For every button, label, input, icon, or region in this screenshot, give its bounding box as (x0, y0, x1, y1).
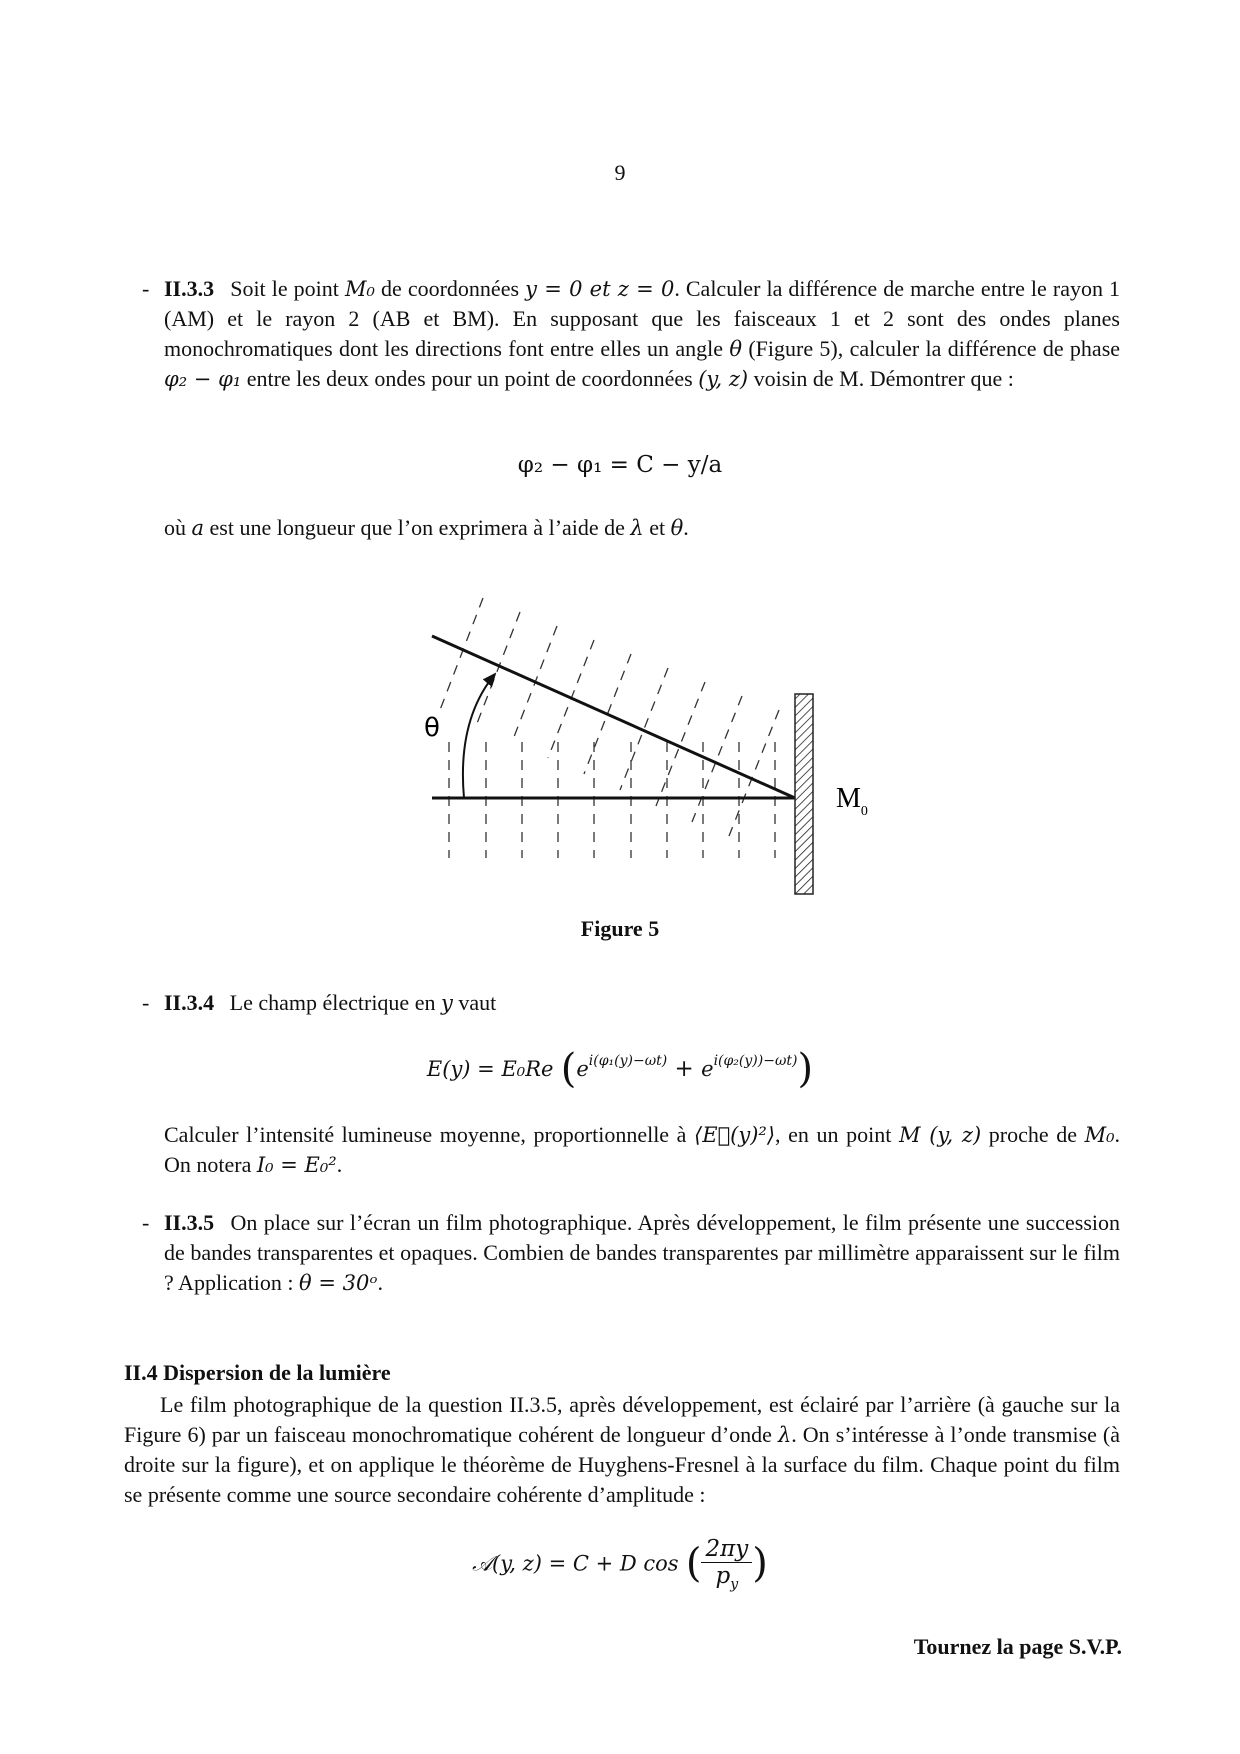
eq-lhs: E(y) = E₀Re (426, 1057, 554, 1081)
fraction-denominator: $p_y$ (715, 1563, 739, 1593)
fraction-numerator: 2πy (701, 1536, 752, 1563)
question-text: Le champ électrique en (229, 990, 436, 1015)
text: et (649, 515, 666, 540)
section-heading: II.4 Dispersion de la lumière (124, 1360, 391, 1385)
tilted-wavefronts (440, 598, 779, 836)
figure-caption: Figure 5 (580, 916, 660, 941)
vertical-wavefronts (449, 742, 775, 858)
math-coords: y = 0 et z = 0 (525, 277, 675, 301)
question-II-3-4-continued (164, 1120, 1120, 1180)
question-II-3-5 (142, 1208, 1120, 1298)
equation-phase-difference: φ₂ − φ₁ = C − y/a (517, 452, 723, 478)
text: est une longueur que l’on exprimera à l’aide de (209, 515, 625, 540)
equation-amplitude (0, 1536, 1240, 1593)
page-number: 9 (614, 160, 626, 185)
math-lambda: λ (777, 1423, 792, 1447)
eq-lhs: 𝒜(y, z) = C + D cos (472, 1551, 679, 1576)
math-theta: θ (729, 337, 742, 361)
question-number: II.3.5 (164, 1210, 215, 1235)
list-dash: - (142, 990, 150, 1015)
eq-exponent: i(φ₁(y)−ωt) (588, 1053, 668, 1069)
text: . (377, 1270, 383, 1295)
question-text: vaut (458, 990, 497, 1015)
ray-tilted (432, 636, 795, 798)
question-number: II.3.3 (164, 276, 215, 301)
m0-label: $M_0$ (836, 783, 868, 819)
paren-close: ) (797, 1046, 814, 1092)
math-theta: θ (670, 516, 684, 540)
eq-exp-base: e (576, 1057, 589, 1081)
paren-close: ) (752, 1540, 768, 1587)
math-average-field: ⟨E⃗(y)²⟩ (694, 1123, 776, 1147)
paren-open: ( (685, 1540, 702, 1587)
math-yz: (y, z) (698, 367, 749, 391)
question-text: voisin de M. Démontrer que : (753, 366, 1014, 391)
question-II-3-4 (142, 988, 1120, 1018)
theta-label: θ (424, 713, 440, 743)
footer-turn-page: Tournez la page S.V.P. (913, 1634, 1122, 1659)
text: , en un point (775, 1122, 892, 1147)
math-phase: φ₂ − φ₁ (164, 367, 242, 391)
math-M0: M₀ (345, 277, 375, 301)
question-text: (Figure 5), calculer la différence de phase (748, 336, 1121, 361)
math-application: θ = 30ᵒ (299, 1271, 378, 1295)
section-paragraph (124, 1390, 1120, 1510)
math-y: y (440, 991, 453, 1015)
text: . (336, 1152, 343, 1177)
math-point: M (y, z) (898, 1123, 982, 1147)
text: . On s’intéresse à l’onde transmise (à droite sur la figure), et on applique le théorème de Huyghens-Fresnel à la surface du film. Chaque point du film se présente comme une source secondaire cohérente d’amplitude : (124, 1422, 1121, 1507)
math-I0: I₀ = E₀² (256, 1153, 337, 1177)
question-text: Soit le point (230, 276, 339, 301)
angle-arrow (463, 674, 495, 798)
text: proche de (988, 1122, 1078, 1147)
math-M0: M₀ (1084, 1123, 1115, 1147)
text: . On notera (164, 1122, 1121, 1177)
text: Le film photographique de la question II.3.5, après développement, est éclairé par l’arrière (à gauche sur la Figure 6) par un faisceau monochromatique cohérent de longueur d’onde (124, 1392, 1120, 1447)
list-dash: - (142, 1210, 150, 1235)
eq-exp-base: e (701, 1057, 714, 1081)
screen-hatched (795, 694, 813, 894)
math-lambda: λ (630, 516, 644, 540)
paren-open: ( (560, 1046, 577, 1092)
eq-plus: + (674, 1056, 694, 1082)
question-text: de coordonnées (381, 276, 520, 301)
equation-electric-field (0, 1046, 1240, 1092)
question-text: . Calculer la différence de marche entre le rayon 1 (AM) et le rayon 2 (AB et BM). En supposant que les faisceaux 1 et 2 sont des ondes planes monochromatiques dont les directions font entre elles un angle (164, 276, 1121, 361)
eq-exponent: i(φ₂(y))−ωt) (713, 1053, 798, 1069)
math-a: a (191, 516, 205, 540)
question-number: II.3.4 (164, 990, 215, 1015)
text: Calculer l’intensité lumineuse moyenne, proportionnelle à (164, 1122, 687, 1147)
fraction (701, 1536, 752, 1593)
text: . (683, 515, 689, 540)
question-text: On place sur l’écran un film photographique. Après développement, le film présente une succession de bandes transparentes et opaques. Combien de bandes transparentes par millimètre apparaissent sur le film ? Application : (164, 1210, 1120, 1295)
question-text: entre les deux ondes pour un point de coordonnées (246, 366, 693, 391)
list-dash: - (142, 276, 150, 301)
text: où (164, 515, 186, 540)
